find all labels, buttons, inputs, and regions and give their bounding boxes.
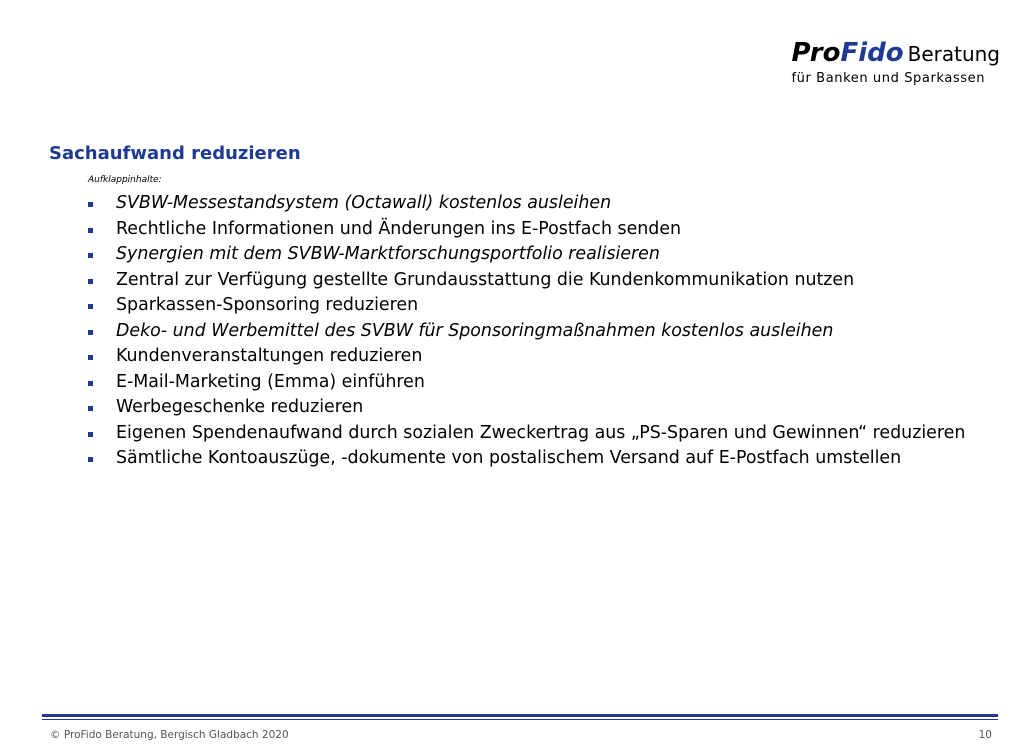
logo-beratung: Beratung xyxy=(907,42,1000,66)
logo-wordmark xyxy=(791,38,1000,71)
list-item-text: SVBW-Messestandsystem (Octawall) kostenlos ausleihen xyxy=(116,193,612,213)
list-item xyxy=(88,191,988,217)
bullet-icon xyxy=(88,253,93,258)
list-item xyxy=(88,319,988,345)
list-item xyxy=(88,370,988,396)
slide-title: Sachaufwand reduzieren xyxy=(49,143,301,164)
list-item-text: Rechtliche Informationen und Änderungen ins E-Postfach senden xyxy=(116,218,682,239)
bullet-icon xyxy=(88,381,93,386)
bullet-icon xyxy=(88,432,93,437)
list-item-text: Deko- und Werbemittel des SVBW für Sponsoringmaßnahmen kostenlos ausleihen xyxy=(116,320,834,341)
bullet-icon xyxy=(88,355,93,360)
list-item xyxy=(88,395,988,421)
list-item xyxy=(88,446,988,472)
bullet-icon xyxy=(88,330,93,335)
list-item xyxy=(88,268,988,294)
bullet-icon xyxy=(88,457,93,462)
bullet-icon xyxy=(88,406,93,411)
company-logo xyxy=(791,38,1000,86)
list-item xyxy=(88,344,988,370)
list-item xyxy=(88,293,988,319)
logo-pro: Pro xyxy=(791,38,841,68)
list-item xyxy=(88,421,988,447)
list-item-text: Kundenveranstaltungen reduzieren xyxy=(116,346,423,366)
list-item xyxy=(88,217,988,243)
bullet-list xyxy=(88,191,988,472)
list-item-text: Sämtliche Kontoauszüge, -dokumente von postalischem Versand auf E-Postfach umstellen xyxy=(116,448,902,468)
logo-tagline: für Banken und Sparkassen xyxy=(791,71,986,86)
list-item-text: Sparkassen-Sponsoring reduzieren xyxy=(116,295,419,315)
bullet-icon xyxy=(88,304,93,309)
footer-divider-thin xyxy=(42,719,998,720)
logo-fido: Fido xyxy=(840,38,904,68)
list-item xyxy=(88,242,988,268)
bullet-icon xyxy=(88,228,93,233)
bullet-icon xyxy=(88,202,93,207)
page-number: 10 xyxy=(978,729,992,741)
footer-copyright: © ProFido Beratung, Bergisch Gladbach 2020 xyxy=(50,729,289,741)
list-item-text: Zentral zur Verfügung gestellte Grundausstattung die Kundenkommunikation nutzen xyxy=(116,269,855,290)
bullet-icon xyxy=(88,279,93,284)
list-item-text: E-Mail-Marketing (Emma) einführen xyxy=(116,371,425,392)
footer-divider-thick xyxy=(42,714,998,717)
list-item-text: Eigenen Spendenaufwand durch sozialen Zweckertrag aus „PS-Sparen und Gewinnen“ reduzieren xyxy=(116,422,966,443)
list-item-text: Synergien mit dem SVBW-Marktforschungsportfolio realisieren xyxy=(116,244,660,264)
slide-note: Aufklappinhalte: xyxy=(88,175,162,185)
list-item-text: Werbegeschenke reduzieren xyxy=(116,397,364,417)
